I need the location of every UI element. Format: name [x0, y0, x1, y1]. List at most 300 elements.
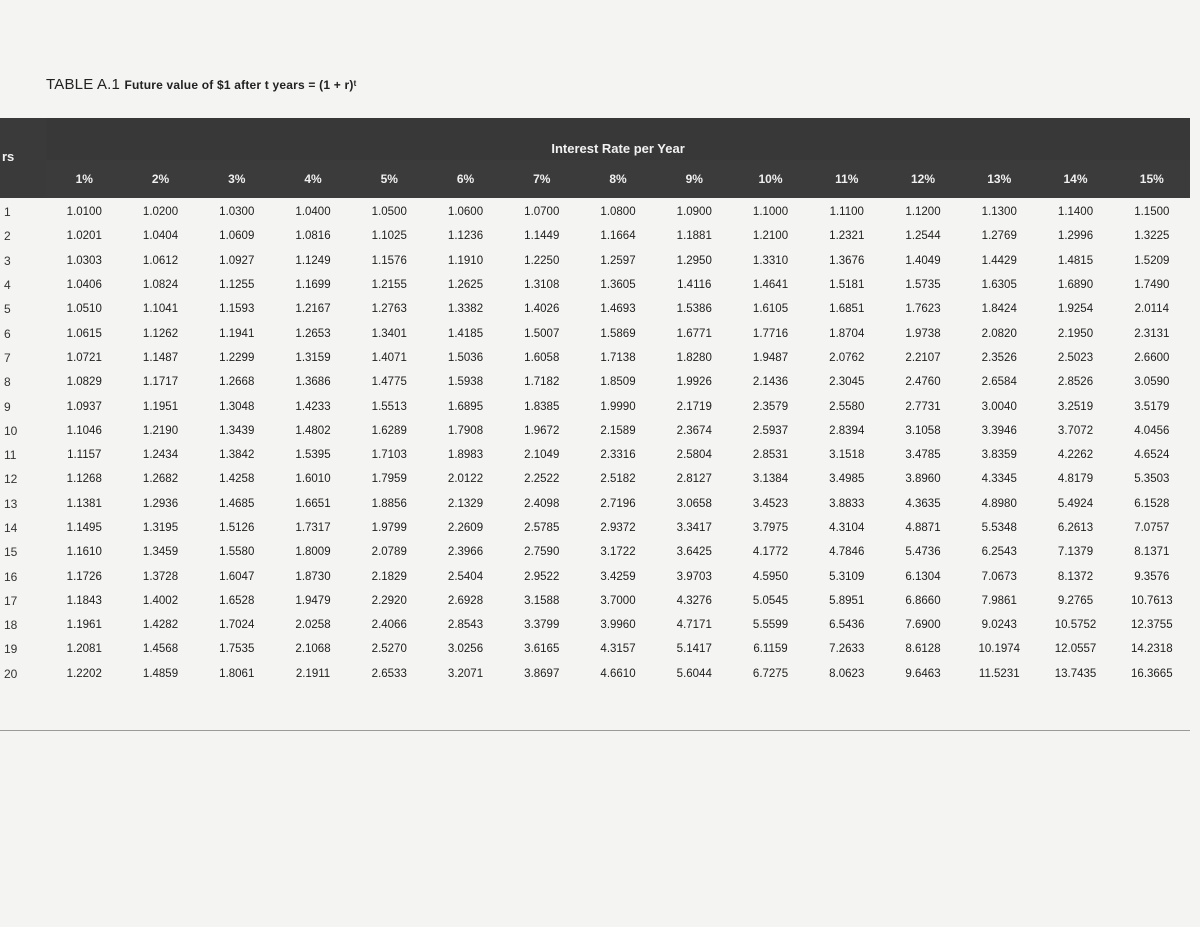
rate-header-cell: 1% [46, 160, 122, 198]
rate-header-cell: 12% [885, 160, 961, 198]
value-cell: 1.0829 [66, 376, 102, 389]
value-cell: 4.3345 [981, 473, 1017, 486]
value-cell: 1.2100 [752, 230, 789, 243]
year-cell: 13 [4, 496, 18, 511]
value-cell: 2.8394 [829, 424, 865, 437]
value-cell: 2.7196 [600, 497, 636, 510]
value-cell: 1.1268 [66, 473, 102, 486]
value-cell: 1.2434 [142, 449, 179, 462]
value-cell: 5.4736 [905, 546, 941, 559]
value-cell: 1.3108 [524, 279, 560, 292]
table-row [0, 198, 1190, 224]
value-cell: 1.1025 [371, 230, 407, 243]
value-cell: 2.1950 [1057, 327, 1094, 340]
value-cell: 1.7623 [905, 303, 941, 316]
table-row [0, 492, 1190, 516]
value-cell: 1.1961 [66, 619, 102, 632]
year-cell: 6 [4, 326, 11, 341]
value-cell: 1.6890 [1057, 279, 1094, 292]
value-cell: 1.9672 [524, 424, 560, 437]
value-cell: 1.5181 [829, 279, 865, 292]
value-cell: 1.3686 [295, 376, 331, 389]
value-cell: 1.1717 [142, 376, 179, 389]
value-cell: 1.5513 [371, 400, 407, 413]
value-cell: 1.9799 [371, 522, 407, 534]
value-cell: 8.1372 [1057, 570, 1094, 583]
value-cell: 1.1041 [142, 303, 179, 316]
value-cell: 2.1589 [600, 424, 636, 437]
year-cell: 14 [4, 521, 18, 535]
value-cell: 1.0303 [66, 254, 102, 267]
value-cell: 2.6584 [981, 376, 1017, 389]
value-cell: 1.1400 [1057, 206, 1094, 219]
value-cell: 1.6010 [295, 473, 331, 486]
value-cell: 2.0789 [371, 546, 407, 559]
value-cell: 4.3157 [600, 643, 636, 656]
year-cell: 19 [4, 642, 18, 657]
value-cell: 1.5580 [219, 546, 255, 559]
year-cell: 3 [4, 253, 11, 268]
value-cell: 1.8856 [371, 497, 407, 510]
table-row [0, 297, 1190, 321]
value-cell: 2.3045 [829, 376, 865, 389]
value-cell: 2.6600 [1134, 351, 1170, 364]
value-cell: 6.1528 [1134, 497, 1170, 510]
value-cell: 1.4233 [295, 400, 331, 413]
value-cell: 4.8871 [905, 522, 941, 534]
table-title [46, 76, 356, 93]
value-cell: 4.3635 [905, 497, 941, 510]
value-cell: 3.5179 [1134, 400, 1170, 413]
value-cell: 1.1157 [67, 449, 102, 462]
table-row [0, 249, 1190, 273]
value-cell: 5.4924 [1057, 497, 1094, 510]
value-cell: 3.1722 [600, 546, 636, 559]
value-cell: 4.0456 [1134, 424, 1170, 437]
year-cell: 7 [4, 350, 11, 365]
value-cell: 3.2519 [1057, 400, 1094, 413]
year-cell: 8 [4, 375, 11, 390]
value-cell: 1.4071 [371, 351, 407, 364]
value-cell: 1.3195 [142, 522, 179, 534]
value-cell: 1.8704 [829, 327, 865, 340]
value-cell: 4.1772 [752, 546, 789, 559]
value-cell: 1.3605 [600, 279, 636, 292]
year-cell: 18 [4, 618, 18, 633]
value-cell: 1.1495 [66, 522, 102, 534]
rate-header-cell: 5% [351, 160, 427, 198]
value-cell: 1.1381 [66, 497, 102, 510]
table-row [0, 443, 1190, 467]
year-cell: 2 [4, 229, 11, 244]
value-cell: 3.8960 [905, 473, 941, 486]
value-cell: 3.3946 [981, 424, 1017, 437]
value-cell: 2.2107 [905, 351, 941, 364]
value-cell: 16.3665 [1131, 667, 1173, 680]
value-cell: 1.0816 [295, 230, 331, 243]
value-cell: 1.2682 [142, 473, 179, 486]
value-cell: 7.6900 [905, 619, 941, 632]
value-cell: 1.2190 [142, 424, 179, 437]
value-cell: 3.7000 [600, 594, 636, 607]
value-cell: 1.1249 [295, 254, 331, 267]
value-cell: 1.9990 [600, 400, 636, 413]
value-cell: 1.3310 [752, 254, 789, 267]
value-cell: 2.3131 [1134, 327, 1170, 340]
value-cell: 1.4026 [524, 303, 560, 316]
value-cell: 1.0937 [66, 400, 102, 413]
table-row [0, 613, 1190, 637]
value-cell: 1.7908 [447, 424, 484, 437]
rate-header-cell: 13% [961, 160, 1037, 198]
value-cell: 5.0545 [752, 594, 789, 607]
value-cell: 11.5231 [978, 667, 1020, 680]
value-cell: 2.5182 [600, 473, 636, 486]
value-cell: 1.7024 [219, 619, 255, 632]
value-cell: 4.8980 [981, 497, 1017, 510]
value-cell: 2.5785 [524, 522, 560, 534]
value-cell: 1.4429 [981, 254, 1017, 267]
value-cell: 4.7846 [829, 546, 865, 559]
future-value-table [0, 118, 1190, 686]
value-cell: 13.7435 [1054, 667, 1097, 680]
value-cell: 1.0600 [447, 206, 484, 219]
value-cell: 2.1329 [447, 497, 484, 510]
value-cell: 1.0900 [676, 206, 712, 219]
value-cell: 1.6105 [752, 303, 789, 316]
value-cell: 5.5348 [981, 522, 1017, 534]
value-cell: 1.3439 [219, 424, 255, 437]
value-cell: 1.0824 [142, 279, 179, 292]
value-cell: 1.1300 [981, 206, 1017, 219]
value-cell: 1.5036 [447, 351, 484, 364]
value-cell: 3.7975 [752, 522, 789, 534]
value-cell: 1.7317 [295, 522, 331, 534]
value-cell: 1.7182 [524, 376, 560, 389]
rate-header-cell: 3% [199, 160, 275, 198]
year-cell: 16 [4, 569, 18, 584]
value-cell: 14.2318 [1131, 643, 1173, 656]
value-cell: 3.4785 [905, 449, 941, 462]
value-cell: 1.2081 [66, 643, 102, 656]
year-cell: 5 [4, 302, 11, 317]
value-cell: 2.8531 [752, 449, 789, 462]
year-cell: 11 [4, 448, 17, 463]
value-cell: 5.5599 [752, 619, 789, 632]
value-cell: 2.2609 [447, 522, 484, 534]
value-cell: 1.8009 [295, 546, 331, 559]
value-cell: 2.3966 [447, 546, 484, 559]
value-cell: 4.3276 [676, 594, 712, 607]
value-cell: 9.2765 [1057, 594, 1094, 607]
rate-header-cell: 10% [732, 160, 808, 198]
value-cell: 1.0927 [219, 254, 255, 267]
value-cell: 1.3459 [142, 546, 179, 559]
table-header [0, 118, 1190, 198]
value-cell: 1.1664 [600, 230, 636, 243]
value-cell: 2.8526 [1057, 376, 1094, 389]
table-row [0, 394, 1190, 418]
table-row [0, 273, 1190, 297]
value-cell: 1.2950 [676, 254, 712, 267]
value-cell: 7.1379 [1057, 546, 1094, 559]
value-cell: 3.8359 [981, 449, 1017, 462]
value-cell: 1.9926 [676, 376, 712, 389]
value-cell: 7.0757 [1134, 522, 1170, 534]
value-cell: 1.2769 [981, 230, 1017, 243]
value-cell: 1.2299 [219, 351, 255, 364]
table-number: TABLE A.1 [46, 76, 121, 93]
value-cell: 1.2653 [295, 327, 331, 340]
interest-rate-banner: Interest Rate per Year [46, 118, 1190, 160]
value-cell: 1.0500 [371, 206, 407, 219]
value-cell: 1.2155 [371, 279, 407, 292]
value-cell: 1.7535 [219, 643, 255, 656]
value-cell: 2.5580 [829, 400, 865, 413]
value-cell: 1.1576 [371, 254, 407, 267]
year-cell: 15 [4, 545, 18, 560]
value-cell: 1.0100 [66, 206, 102, 219]
value-cell: 2.2920 [371, 594, 407, 607]
table-row [0, 540, 1190, 564]
value-cell: 3.1058 [905, 424, 941, 437]
value-cell: 1.2250 [524, 254, 560, 267]
value-cell: 3.4985 [829, 473, 865, 486]
value-cell: 1.3159 [295, 351, 331, 364]
value-cell: 1.6771 [676, 327, 712, 340]
rate-header-cell: 7% [504, 160, 580, 198]
value-cell: 1.0200 [142, 206, 179, 219]
value-cell: 1.4282 [142, 619, 179, 632]
value-cell: 1.0404 [142, 230, 179, 243]
value-cell: 1.8730 [295, 570, 331, 583]
value-cell: 1.2936 [142, 497, 179, 510]
value-cell: 1.1200 [905, 206, 941, 219]
year-cell: 20 [4, 666, 18, 681]
value-cell: 1.6651 [295, 497, 331, 510]
value-cell: 1.4049 [905, 254, 941, 267]
value-cell: 2.5804 [676, 449, 712, 462]
value-cell: 4.7171 [676, 619, 712, 632]
value-cell: 3.3799 [524, 619, 560, 632]
value-cell: 1.1610 [66, 546, 102, 559]
value-cell: 1.1100 [829, 206, 864, 219]
value-cell: 1.9254 [1057, 303, 1094, 316]
value-cell: 1.7490 [1134, 279, 1170, 292]
value-cell: 1.5386 [676, 303, 712, 316]
value-cell: 2.1911 [295, 667, 331, 680]
value-cell: 2.3526 [981, 351, 1017, 364]
value-cell: 1.4258 [219, 473, 255, 486]
value-cell: 2.2522 [524, 473, 560, 486]
value-cell: 1.2996 [1057, 230, 1094, 243]
value-cell: 2.7731 [905, 400, 941, 413]
rate-header-cell: 8% [580, 160, 656, 198]
value-cell: 2.3316 [600, 449, 636, 462]
value-cell: 1.2544 [905, 230, 941, 243]
value-cell: 1.2167 [295, 303, 331, 316]
value-cell: 1.5126 [219, 522, 255, 534]
rate-header-row [0, 160, 1190, 198]
value-cell: 1.6047 [219, 570, 255, 583]
value-cell: 5.3503 [1134, 473, 1170, 486]
value-cell: 1.6289 [371, 424, 407, 437]
value-cell: 3.6425 [676, 546, 712, 559]
value-cell: 1.9479 [295, 594, 331, 607]
value-cell: 3.0658 [676, 497, 712, 510]
table-body [0, 198, 1190, 686]
table-row [0, 224, 1190, 248]
value-cell: 1.4859 [142, 667, 179, 680]
rate-header-cell: 4% [275, 160, 351, 198]
value-cell: 6.1159 [753, 643, 788, 656]
value-cell: 1.4685 [219, 497, 255, 510]
value-cell: 1.1699 [295, 279, 331, 292]
value-cell: 2.6533 [371, 667, 407, 680]
table-row [0, 419, 1190, 443]
value-cell: 1.2321 [829, 230, 865, 243]
value-cell: 1.1000 [752, 206, 789, 219]
value-cell: 1.1449 [524, 230, 560, 243]
year-cell: 17 [4, 593, 18, 608]
value-cell: 6.8660 [905, 594, 941, 607]
value-cell: 1.0201 [66, 230, 102, 243]
value-cell: 2.0820 [981, 327, 1017, 340]
value-cell: 1.3048 [219, 400, 255, 413]
years-column-header: rs [0, 118, 46, 198]
value-cell: 1.4568 [142, 643, 179, 656]
value-cell: 12.0557 [1054, 643, 1097, 656]
value-cell: 7.0673 [981, 570, 1017, 583]
value-cell: 1.6305 [981, 279, 1017, 292]
value-cell: 1.8424 [981, 303, 1017, 316]
value-cell: 1.1046 [66, 424, 102, 437]
value-cell: 4.2262 [1057, 449, 1094, 462]
value-cell: 1.9738 [905, 327, 941, 340]
value-cell: 1.0300 [219, 206, 255, 219]
value-cell: 1.1593 [219, 303, 255, 316]
value-cell: 1.0800 [600, 206, 636, 219]
rate-header-cell: 14% [1037, 160, 1113, 198]
value-cell: 4.3104 [829, 522, 865, 534]
table-row [0, 467, 1190, 491]
value-cell: 9.3576 [1134, 570, 1170, 583]
value-cell: 2.0122 [447, 473, 484, 486]
value-cell: 12.3755 [1131, 619, 1173, 632]
value-cell: 1.2597 [600, 254, 636, 267]
value-cell: 1.1236 [447, 230, 484, 243]
value-cell: 1.4116 [677, 279, 712, 292]
rate-header-cell: 9% [656, 160, 732, 198]
value-cell: 1.3728 [142, 570, 179, 583]
value-cell: 3.1518 [829, 449, 865, 462]
value-cell: 2.0762 [829, 351, 865, 364]
value-cell: 2.4760 [905, 376, 941, 389]
value-cell: 2.1436 [752, 376, 789, 389]
value-cell: 1.8385 [524, 400, 560, 413]
value-cell: 1.8280 [676, 351, 712, 364]
value-cell: 1.4641 [752, 279, 789, 292]
value-cell: 1.5209 [1134, 254, 1170, 267]
table-row [0, 516, 1190, 540]
year-cell: 10 [4, 423, 18, 438]
value-cell: 1.1910 [447, 254, 484, 267]
rate-header-cell: 15% [1114, 160, 1190, 198]
value-cell: 2.9372 [600, 522, 636, 534]
value-cell: 4.8179 [1057, 473, 1094, 486]
value-cell: 1.1881 [676, 230, 712, 243]
value-cell: 3.1588 [524, 594, 560, 607]
table-row [0, 346, 1190, 370]
value-cell: 2.5937 [752, 424, 789, 437]
value-cell: 4.6610 [600, 667, 636, 680]
year-cell: 9 [4, 399, 11, 414]
value-cell: 1.3225 [1134, 230, 1170, 243]
year-cell: 4 [4, 278, 11, 293]
value-cell: 3.0256 [447, 643, 484, 656]
table-row [0, 637, 1190, 661]
value-cell: 1.0700 [524, 206, 560, 219]
value-cell: 9.0243 [981, 619, 1017, 632]
value-cell: 4.6524 [1134, 449, 1170, 462]
value-cell: 1.4775 [371, 376, 407, 389]
value-cell: 1.1726 [66, 570, 102, 583]
value-cell: 1.9487 [752, 351, 789, 364]
table-row [0, 589, 1190, 613]
value-cell: 1.2668 [219, 376, 255, 389]
value-cell: 1.1843 [66, 594, 102, 607]
rate-header-cell: 2% [122, 160, 198, 198]
value-cell: 3.9960 [600, 619, 636, 632]
value-cell: 8.0623 [829, 667, 865, 680]
value-cell: 1.4002 [142, 594, 179, 607]
header-banner-row [0, 118, 1190, 160]
value-cell: 1.3382 [447, 303, 484, 316]
value-cell: 3.3417 [676, 522, 712, 534]
value-cell: 1.6895 [447, 400, 484, 413]
value-cell: 1.7103 [371, 449, 407, 462]
value-cell: 1.2202 [66, 667, 102, 680]
value-cell: 5.3109 [829, 570, 865, 583]
value-cell: 4.5950 [752, 570, 789, 583]
value-cell: 5.8951 [829, 594, 865, 607]
value-cell: 1.1487 [142, 351, 179, 364]
value-cell: 6.2613 [1057, 522, 1094, 534]
value-cell: 1.0609 [219, 230, 255, 243]
value-cell: 1.6058 [524, 351, 560, 364]
table-bottom-rule [0, 730, 1190, 731]
value-cell: 2.0114 [1134, 303, 1169, 316]
rate-header-cell: 6% [427, 160, 503, 198]
value-cell: 1.0406 [66, 279, 102, 292]
value-cell: 2.3674 [676, 424, 712, 437]
value-cell: 2.4066 [371, 619, 407, 632]
value-cell: 6.1304 [905, 570, 941, 583]
value-cell: 1.7716 [752, 327, 789, 340]
value-cell: 7.2633 [829, 643, 865, 656]
value-cell: 1.8509 [600, 376, 636, 389]
value-cell: 1.1500 [1134, 206, 1170, 219]
value-cell: 2.8127 [676, 473, 712, 486]
value-cell: 3.4259 [600, 570, 636, 583]
value-cell: 3.4523 [752, 497, 789, 510]
value-cell: 5.1417 [676, 643, 712, 656]
value-cell: 10.5752 [1054, 619, 1097, 632]
value-cell: 1.0510 [66, 303, 102, 316]
value-cell: 3.0040 [981, 400, 1017, 413]
value-cell: 3.8833 [829, 497, 865, 510]
value-cell: 1.1951 [142, 400, 179, 413]
